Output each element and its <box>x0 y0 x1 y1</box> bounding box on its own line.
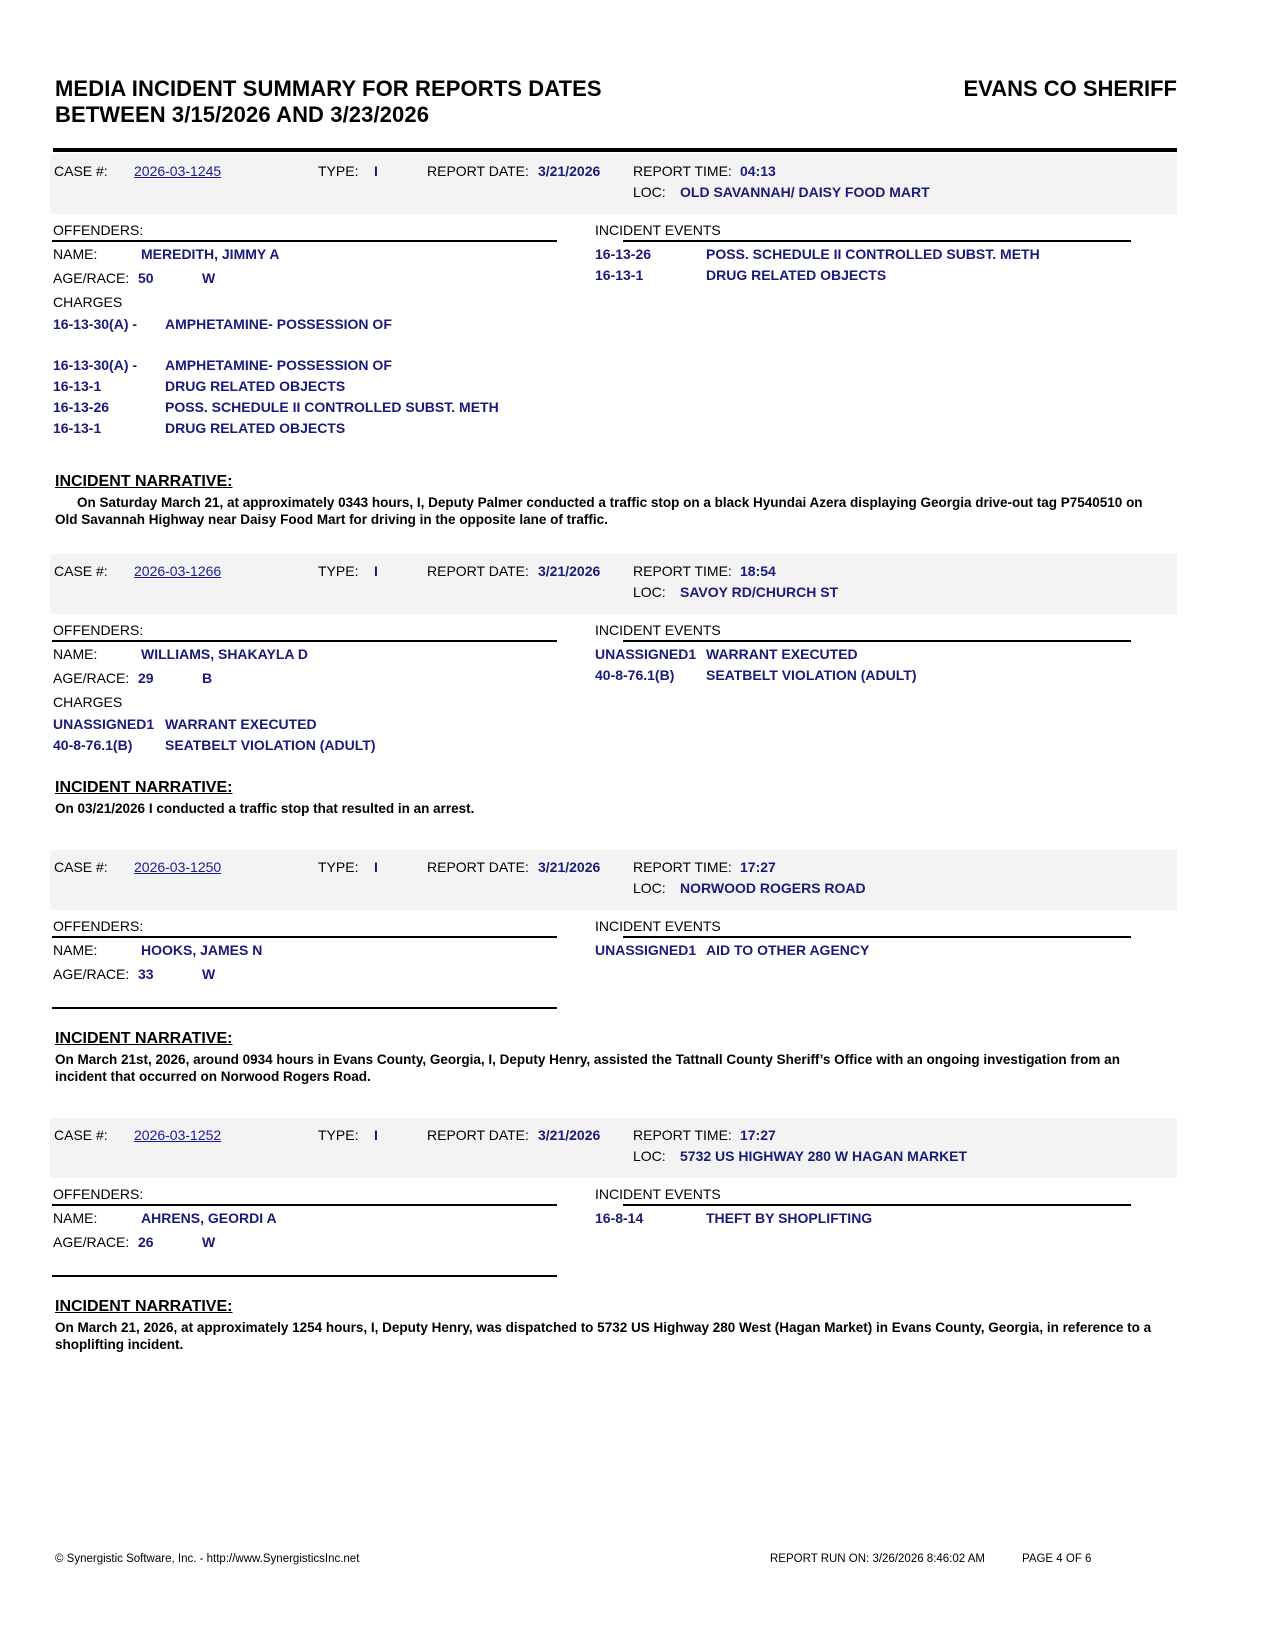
events-rule <box>623 1204 1131 1206</box>
offender-name: WILLIAMS, SHAKAYLA D <box>141 646 308 662</box>
narrative-text: On Saturday March 21, at approximately 0343 hours, I, Deputy Palmer conducted a traffic stop on a black Hyundai Azera displaying Georgia drive-out tag P7540510 on Old Savannah Highway near Daisy Food Mart for driving in the opposite lane of traffic. <box>55 495 1143 527</box>
report-title-line1: MEDIA INCIDENT SUMMARY FOR REPORTS DATES <box>55 76 602 101</box>
event-desc: AID TO OTHER AGENCY <box>706 942 870 958</box>
event-desc: WARRANT EXECUTED <box>706 646 858 662</box>
loc-label: LOC: <box>633 584 666 600</box>
age-race-label: AGE/RACE: <box>53 270 130 286</box>
offenders-rule <box>52 1204 557 1206</box>
age-race-label: AGE/RACE: <box>53 966 130 982</box>
loc-label: LOC: <box>633 1148 666 1164</box>
offenders-label: OFFENDERS: <box>53 1186 144 1202</box>
offender-age: 33 <box>138 966 154 982</box>
offender-race: B <box>202 670 213 686</box>
charge-desc: DRUG RELATED OBJECTS <box>165 378 346 394</box>
loc-value: SAVOY RD/CHURCH ST <box>680 584 839 600</box>
report-date-value: 3/21/2026 <box>538 163 601 179</box>
age-race-label: AGE/RACE: <box>53 1234 130 1250</box>
offenders-rule <box>52 640 557 642</box>
offender-name: AHRENS, GEORDI A <box>141 1210 277 1226</box>
loc-value: 5732 US HIGHWAY 280 W HAGAN MARKET <box>680 1148 968 1164</box>
narrative-title: INCIDENT NARRATIVE: <box>55 473 233 490</box>
report-date-value: 3/21/2026 <box>538 859 601 875</box>
footer-page-number: PAGE 4 OF 6 <box>1022 1553 1092 1565</box>
case-number-link[interactable]: 2026-03-1266 <box>134 563 222 579</box>
report-time-label: REPORT TIME: <box>633 163 732 179</box>
offender-race: W <box>202 270 216 286</box>
type-label: TYPE: <box>318 859 359 875</box>
report-date-label: REPORT DATE: <box>427 163 529 179</box>
charge-desc: SEATBELT VIOLATION (ADULT) <box>165 737 376 753</box>
case-block <box>50 154 1177 436</box>
report-title-line2: BETWEEN 3/15/2026 AND 3/23/2026 <box>55 102 430 127</box>
event-code: 16-13-1 <box>595 267 644 283</box>
charge-desc: DRUG RELATED OBJECTS <box>165 420 346 436</box>
type-value: I <box>374 1127 378 1143</box>
events-rule <box>623 936 1131 938</box>
event-desc: POSS. SCHEDULE II CONTROLLED SUBST. METH <box>706 246 1040 262</box>
event-desc: THEFT BY SHOPLIFTING <box>706 1210 873 1226</box>
footer-run-on: REPORT RUN ON: 3/26/2026 8:46:02 AM <box>770 1553 985 1565</box>
case-number-link[interactable]: 2026-03-1245 <box>134 163 222 179</box>
case-number-link[interactable]: 2026-03-1252 <box>134 1127 222 1143</box>
case-label: CASE #: <box>54 1127 108 1143</box>
name-label: NAME: <box>53 246 98 262</box>
case-label: CASE #: <box>54 859 108 875</box>
narrative-title: INCIDENT NARRATIVE: <box>55 1298 233 1315</box>
offender-race: W <box>202 1234 216 1250</box>
narrative-text: On March 21st, 2026, around 0934 hours in Evans County, Georgia, I, Deputy Henry, assisted the Tattnall County Sheriff’s Office with an ongoing investigation from an incident that occurred on Norwood Rogers Road. <box>55 1052 1120 1084</box>
case-header-band <box>50 554 1177 614</box>
charge-code: 16-13-30(A) - <box>53 357 138 373</box>
offender-race: W <box>202 966 216 982</box>
loc-value: NORWOOD ROGERS ROAD <box>680 880 866 896</box>
incident-events-label: INCIDENT EVENTS <box>595 1186 721 1202</box>
event-code: 16-13-26 <box>595 246 652 262</box>
event-desc: DRUG RELATED OBJECTS <box>706 267 887 283</box>
offender-name: MEREDITH, JIMMY A <box>141 246 280 262</box>
event-desc: SEATBELT VIOLATION (ADULT) <box>706 667 917 683</box>
report-date-value: 3/21/2026 <box>538 563 601 579</box>
narrative-title: INCIDENT NARRATIVE: <box>55 779 233 796</box>
report-date-label: REPORT DATE: <box>427 859 529 875</box>
case-header-band <box>50 154 1177 214</box>
charge-desc: AMPHETAMINE- POSSESSION OF <box>165 357 392 373</box>
case-label: CASE #: <box>54 563 108 579</box>
charge-desc: POSS. SCHEDULE II CONTROLLED SUBST. METH <box>165 399 499 415</box>
offenders-label: OFFENDERS: <box>53 622 144 638</box>
event-code: UNASSIGNED1 <box>595 942 697 958</box>
agency-name: EVANS CO SHERIFF <box>963 76 1177 101</box>
offenders-label: OFFENDERS: <box>53 222 144 238</box>
charges-label: CHARGES <box>53 294 123 310</box>
charge-desc: AMPHETAMINE- POSSESSION OF <box>165 316 392 332</box>
charge-code: 16-13-1 <box>53 420 102 436</box>
event-code: 40-8-76.1(B) <box>595 667 675 683</box>
incident-narrative <box>55 1030 1155 1085</box>
narrative-title: INCIDENT NARRATIVE: <box>55 1030 233 1047</box>
report-time-value: 17:27 <box>740 1127 776 1143</box>
name-label: NAME: <box>53 646 98 662</box>
header-divider <box>53 148 1177 152</box>
report-time-value: 17:27 <box>740 859 776 875</box>
incident-narrative <box>55 1298 1155 1353</box>
report-time-value: 18:54 <box>740 563 776 579</box>
offender-end-rule <box>52 1275 557 1277</box>
offender-age: 26 <box>138 1234 154 1250</box>
offender-name: HOOKS, JAMES N <box>141 942 263 958</box>
charge-code: 16-13-1 <box>53 378 102 394</box>
offender-age: 29 <box>138 670 154 686</box>
loc-value: OLD SAVANNAH/ DAISY FOOD MART <box>680 184 930 200</box>
name-label: NAME: <box>53 1210 98 1226</box>
incident-narrative <box>55 473 1155 528</box>
report-time-label: REPORT TIME: <box>633 1127 732 1143</box>
charge-code: UNASSIGNED1 <box>53 716 155 732</box>
report-time-value: 04:13 <box>740 163 776 179</box>
events-rule <box>623 240 1131 242</box>
case-block <box>50 1118 1177 1250</box>
incident-events-label: INCIDENT EVENTS <box>595 222 721 238</box>
narrative-text: On March 21, 2026, at approximately 1254 hours, I, Deputy Henry, was dispatched to 5732 US Highway 280 West (Hagan Market) in Evans County, Georgia, in reference to a shoplifting incident. <box>55 1320 1152 1352</box>
type-label: TYPE: <box>318 1127 359 1143</box>
events-rule <box>623 640 1131 642</box>
report-date-value: 3/21/2026 <box>538 1127 601 1143</box>
event-code: 16-8-14 <box>595 1210 644 1226</box>
report-title <box>55 76 602 128</box>
report-date-label: REPORT DATE: <box>427 563 529 579</box>
charge-code: 16-13-26 <box>53 399 110 415</box>
type-value: I <box>374 163 378 179</box>
case-label: CASE #: <box>54 163 108 179</box>
offenders-rule <box>52 240 557 242</box>
case-header-band <box>50 1118 1177 1178</box>
case-header-band <box>50 850 1177 910</box>
case-block <box>50 554 1177 753</box>
report-time-label: REPORT TIME: <box>633 563 732 579</box>
case-block <box>50 850 1177 982</box>
incident-events-label: INCIDENT EVENTS <box>595 918 721 934</box>
charges-label: CHARGES <box>53 694 123 710</box>
event-code: UNASSIGNED1 <box>595 646 697 662</box>
age-race-label: AGE/RACE: <box>53 670 130 686</box>
loc-label: LOC: <box>633 184 666 200</box>
type-value: I <box>374 563 378 579</box>
type-label: TYPE: <box>318 163 359 179</box>
name-label: NAME: <box>53 942 98 958</box>
incident-events-label: INCIDENT EVENTS <box>595 622 721 638</box>
case-number-link[interactable]: 2026-03-1250 <box>134 859 222 875</box>
report-time-label: REPORT TIME: <box>633 859 732 875</box>
offender-end-rule <box>52 1007 557 1009</box>
footer-copyright: © Synergistic Software, Inc. - http://www.SynergisticsInc.net <box>55 1553 360 1565</box>
offenders-label: OFFENDERS: <box>53 918 144 934</box>
type-label: TYPE: <box>318 563 359 579</box>
loc-label: LOC: <box>633 880 666 896</box>
charge-code: 16-13-30(A) - <box>53 316 138 332</box>
report-date-label: REPORT DATE: <box>427 1127 529 1143</box>
offender-age: 50 <box>138 270 154 286</box>
type-value: I <box>374 859 378 875</box>
incident-narrative <box>55 779 1155 817</box>
narrative-text: On 03/21/2026 I conducted a traffic stop that resulted in an arrest. <box>55 801 475 816</box>
charge-code: 40-8-76.1(B) <box>53 737 133 753</box>
charge-desc: WARRANT EXECUTED <box>165 716 317 732</box>
offenders-rule <box>52 936 557 938</box>
